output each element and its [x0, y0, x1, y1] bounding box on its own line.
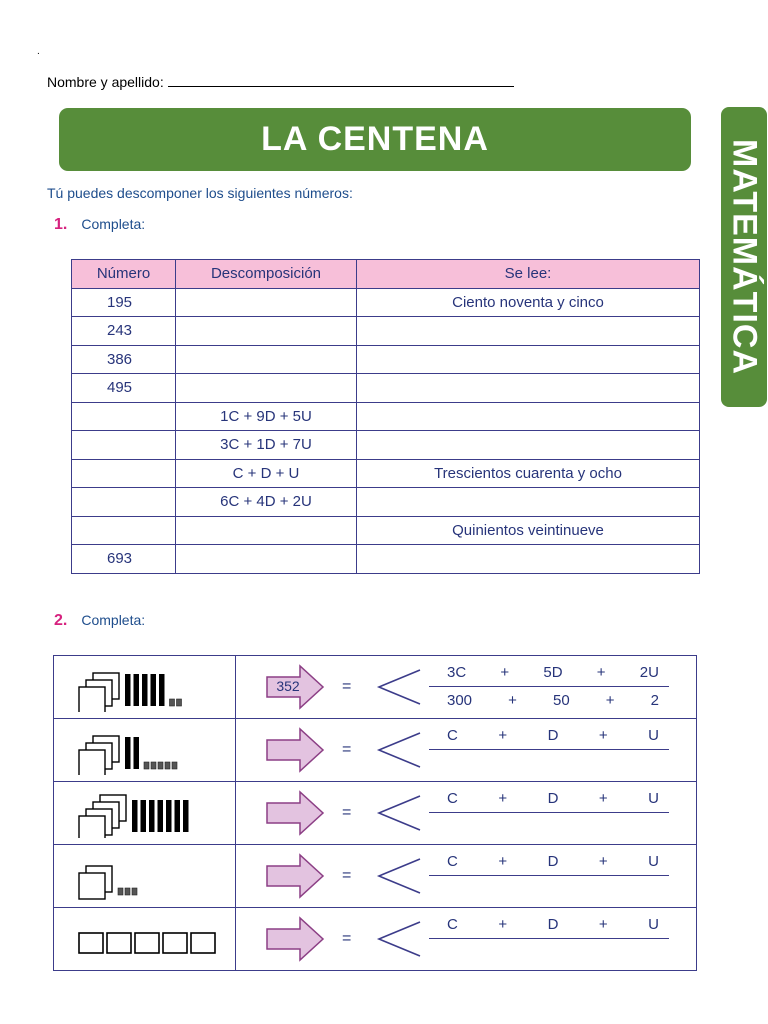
decomposition-cell	[236, 845, 697, 908]
term: +	[500, 664, 510, 681]
unit-cube	[177, 699, 182, 706]
fraction-line	[429, 875, 669, 876]
unit-cube	[151, 762, 156, 769]
header-numero: Número	[72, 260, 176, 289]
section-1-number: 1.	[54, 216, 68, 233]
hundred-flat	[163, 933, 187, 953]
fraction-line	[429, 812, 669, 813]
right-arrow-icon	[266, 916, 326, 962]
split-bracket-icon	[376, 918, 424, 960]
equals-sign: =	[342, 678, 352, 695]
base-ten-blocks	[76, 914, 246, 964]
ten-rod	[159, 674, 165, 706]
ten-rod	[134, 674, 140, 706]
equals-sign: =	[342, 741, 352, 758]
arrow-number: 352	[276, 678, 300, 694]
table-row	[72, 488, 700, 517]
term: D	[547, 727, 559, 744]
split-bracket-icon	[376, 729, 424, 771]
right-arrow-icon	[266, 790, 326, 836]
hundred-flat	[79, 816, 105, 838]
cell-numero: 495	[72, 374, 176, 403]
table-row	[72, 459, 700, 488]
term: +	[598, 916, 608, 933]
place-value-terms	[429, 916, 669, 933]
base-ten-blocks	[76, 851, 246, 901]
equals-sign: =	[342, 804, 352, 821]
cell-numero: 693	[72, 545, 176, 574]
decomposition-cell	[236, 719, 697, 782]
cell-se-lee[interactable]	[357, 545, 700, 574]
cell-descomposicion[interactable]	[176, 374, 357, 403]
decomposition-cell	[236, 908, 697, 971]
section-2-label: Completa:	[81, 612, 146, 628]
cell-descomposicion: 6C + 4D + 2U	[176, 488, 357, 517]
term: U	[648, 853, 659, 870]
cell-se-lee: Ciento noventa y cinco	[357, 288, 700, 317]
base-ten-blocks	[76, 725, 246, 775]
unit-cube	[144, 762, 149, 769]
term: +	[498, 790, 508, 807]
cell-numero[interactable]	[72, 459, 176, 488]
term: U	[648, 916, 659, 933]
cell-descomposicion[interactable]	[176, 345, 357, 374]
unit-cube	[158, 762, 163, 769]
ten-rod	[151, 674, 157, 706]
split-bracket-icon	[376, 666, 424, 708]
stray-dot: .	[37, 46, 40, 57]
term: +	[598, 853, 608, 870]
term: U	[648, 727, 659, 744]
section-1-label: Completa:	[81, 216, 146, 232]
title-banner	[59, 108, 691, 171]
arrow-box[interactable]	[266, 853, 326, 904]
name-label: Nombre y apellido:	[47, 74, 164, 90]
arrow-box[interactable]	[266, 727, 326, 778]
term: +	[498, 727, 508, 744]
subject-label: MATEMÁTICA	[725, 139, 764, 375]
cell-numero[interactable]	[72, 488, 176, 517]
hundred-flat	[107, 933, 131, 953]
cell-descomposicion[interactable]	[176, 516, 357, 545]
right-arrow-icon	[266, 727, 326, 773]
arrow-box[interactable]	[266, 664, 326, 715]
base-ten-blocks-cell	[54, 908, 236, 971]
hundred-flat	[191, 933, 215, 953]
equals-sign: =	[342, 930, 352, 947]
blocks-row	[54, 845, 697, 908]
table-row	[72, 431, 700, 460]
cell-se-lee[interactable]	[357, 374, 700, 403]
cell-se-lee[interactable]	[357, 431, 700, 460]
cell-numero: 386	[72, 345, 176, 374]
table-row	[72, 545, 700, 574]
table-row	[72, 516, 700, 545]
table-row	[72, 288, 700, 317]
unit-cube	[125, 888, 130, 895]
ten-rod	[183, 800, 189, 832]
place-value-terms	[429, 853, 669, 870]
term: 3C	[447, 664, 467, 681]
term: +	[498, 853, 508, 870]
expanded-values	[429, 692, 669, 709]
cell-descomposicion: C + D + U	[176, 459, 357, 488]
base-ten-blocks-cell	[54, 656, 236, 719]
term: +	[498, 916, 508, 933]
term: +	[598, 790, 608, 807]
table-row	[72, 402, 700, 431]
term: +	[596, 664, 606, 681]
cell-descomposicion[interactable]	[176, 288, 357, 317]
split-bracket-icon	[376, 792, 424, 834]
cell-descomposicion: 1C + 9D + 5U	[176, 402, 357, 431]
term: C	[447, 727, 458, 744]
decomposition-cell	[236, 782, 697, 845]
header-descomposicion: Descomposición	[176, 260, 357, 289]
blocks-row	[54, 908, 697, 971]
cell-numero[interactable]	[72, 516, 176, 545]
unit-cube	[118, 888, 123, 895]
ten-rod	[175, 800, 181, 832]
hundred-flat	[135, 933, 159, 953]
equals-sign: =	[342, 867, 352, 884]
ten-rod	[166, 800, 172, 832]
header-se-lee: Se lee:	[357, 260, 700, 289]
blocks-row	[54, 656, 697, 719]
unit-cube	[132, 888, 137, 895]
ten-rod	[158, 800, 164, 832]
cell-descomposicion[interactable]	[176, 317, 357, 346]
value: 2	[650, 692, 659, 709]
name-field	[47, 74, 514, 90]
name-blank-line[interactable]	[168, 74, 514, 87]
blocks-row	[54, 719, 697, 782]
place-value-terms	[429, 790, 669, 807]
table-row	[72, 317, 700, 346]
cell-numero: 195	[72, 288, 176, 317]
cell-numero[interactable]	[72, 431, 176, 460]
decomposition-cell	[236, 656, 697, 719]
ten-rod	[125, 674, 131, 706]
decomposition-table	[71, 259, 700, 574]
value: +	[508, 692, 517, 709]
cell-se-lee[interactable]	[357, 345, 700, 374]
ten-rod	[132, 800, 138, 832]
place-value-terms	[429, 727, 669, 744]
value: +	[605, 692, 615, 709]
value: 50	[552, 692, 570, 709]
arrow-box[interactable]	[266, 790, 326, 841]
fraction-line	[429, 938, 669, 939]
intro-text: Tú puedes descomponer los siguientes números:	[47, 185, 353, 201]
section-2-heading	[54, 612, 145, 630]
cell-descomposicion[interactable]	[176, 545, 357, 574]
cell-se-lee[interactable]	[357, 317, 700, 346]
split-bracket-icon	[376, 855, 424, 897]
arrow-box[interactable]	[266, 916, 326, 967]
term: D	[547, 790, 559, 807]
ten-rod	[149, 800, 155, 832]
hundred-flat	[79, 750, 105, 775]
cell-se-lee: Trescientos cuarenta y ocho	[357, 459, 700, 488]
fraction-line	[429, 686, 669, 687]
term: C	[447, 916, 458, 933]
place-value-terms	[429, 664, 669, 681]
fraction-line	[429, 749, 669, 750]
unit-cube	[172, 762, 177, 769]
term: 2U	[639, 664, 659, 681]
page-title: LA CENTENA	[261, 120, 489, 158]
ten-rod	[141, 800, 147, 832]
base-ten-blocks	[76, 788, 246, 838]
subject-tab	[721, 107, 767, 407]
cell-se-lee: Quinientos veintinueve	[357, 516, 700, 545]
ten-rod	[125, 737, 131, 769]
blocks-row	[54, 782, 697, 845]
right-arrow-icon	[266, 853, 326, 899]
cell-numero[interactable]	[72, 402, 176, 431]
term: +	[598, 727, 608, 744]
unit-cube	[170, 699, 175, 706]
ten-rod	[142, 674, 148, 706]
term: C	[447, 790, 458, 807]
section-1-heading	[54, 216, 145, 234]
term: C	[447, 853, 458, 870]
term: D	[547, 853, 559, 870]
hundred-flat	[79, 933, 103, 953]
cell-descomposicion: 3C + 1D + 7U	[176, 431, 357, 460]
table-header-row	[72, 260, 700, 289]
term: U	[648, 790, 659, 807]
table-row	[72, 345, 700, 374]
table-row	[72, 374, 700, 403]
term: D	[547, 916, 559, 933]
base-ten-blocks	[76, 662, 246, 712]
cell-numero: 243	[72, 317, 176, 346]
value: 300	[447, 692, 473, 709]
cell-se-lee[interactable]	[357, 488, 700, 517]
section-2-number: 2.	[54, 612, 68, 629]
ten-rod	[134, 737, 140, 769]
blocks-table	[53, 655, 697, 971]
base-ten-blocks-cell	[54, 845, 236, 908]
cell-se-lee[interactable]	[357, 402, 700, 431]
base-ten-blocks-cell	[54, 719, 236, 782]
hundred-flat	[79, 873, 105, 899]
hundred-flat	[79, 687, 105, 712]
term: 5D	[543, 664, 563, 681]
unit-cube	[165, 762, 170, 769]
base-ten-blocks-cell	[54, 782, 236, 845]
